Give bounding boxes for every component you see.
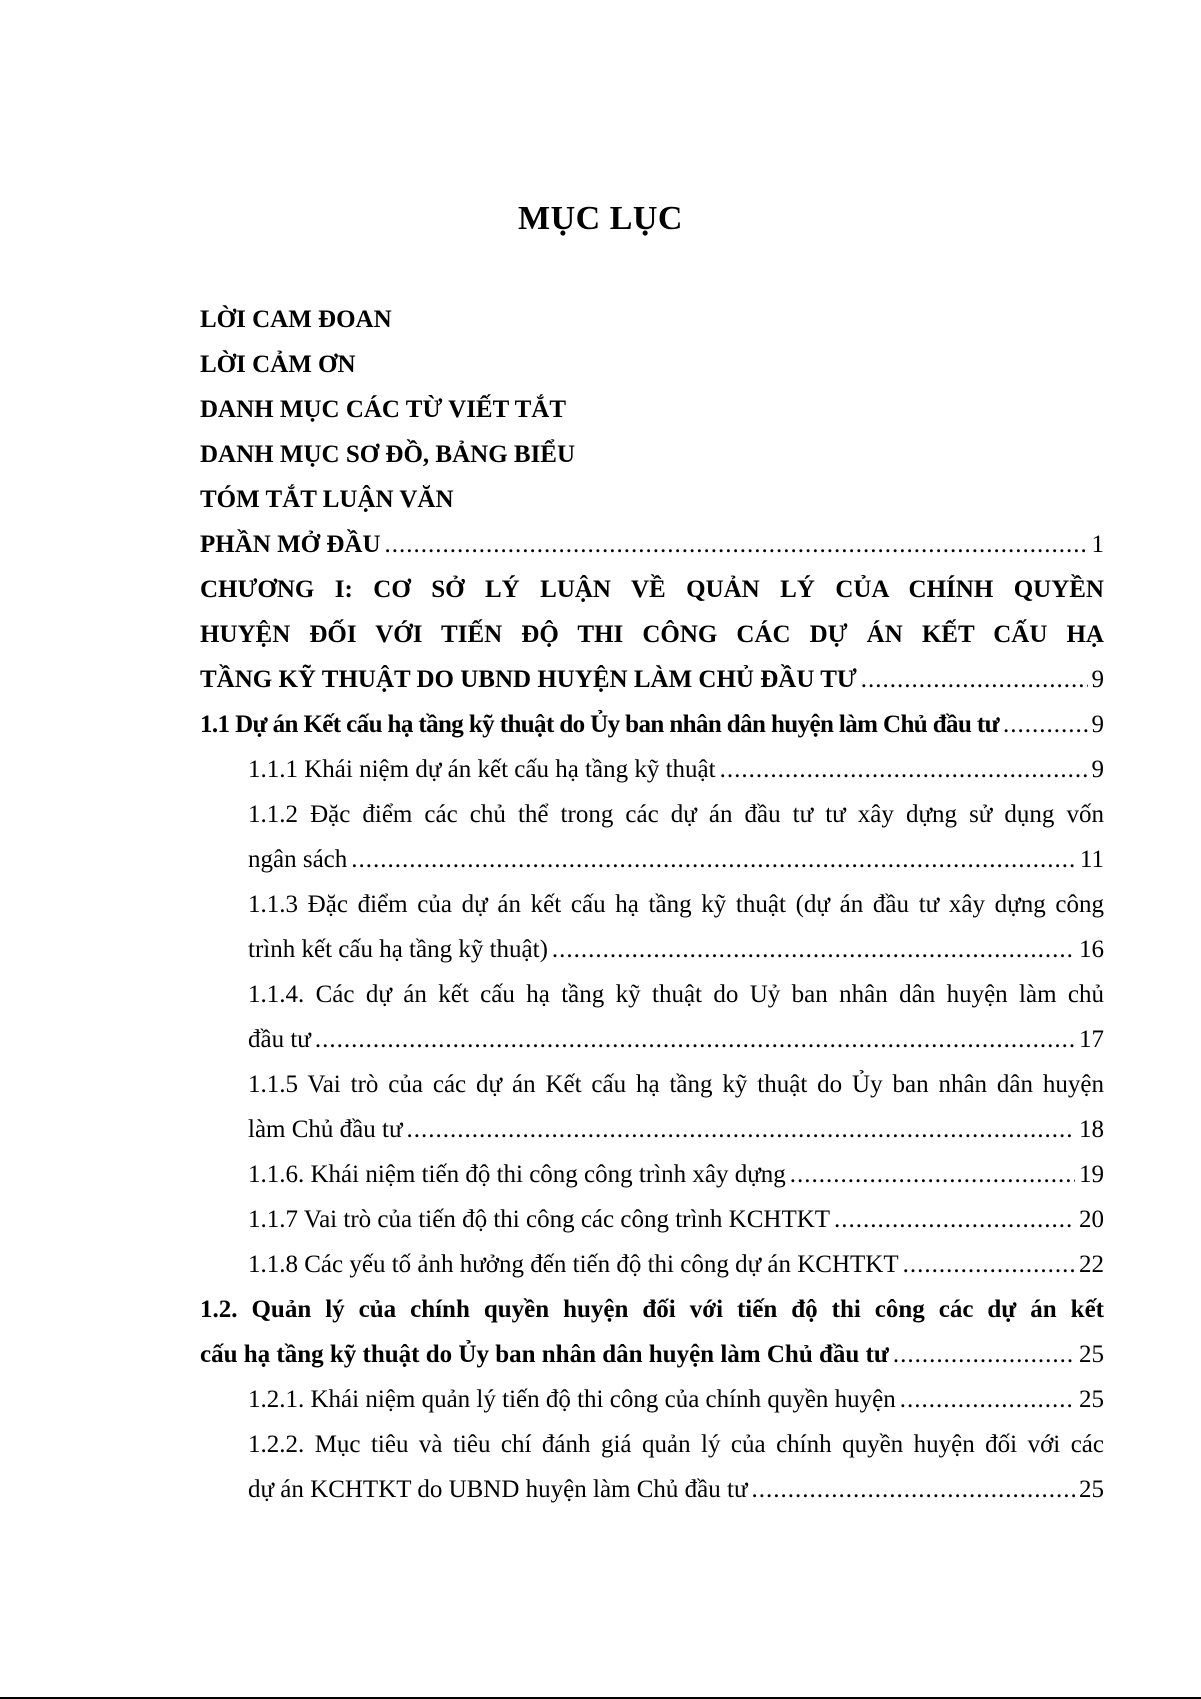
toc-entry-section-1-1-6	[200, 1152, 1104, 1197]
toc-entry-section-1-1-4-line-2	[200, 1017, 1104, 1062]
toc-entry-abbreviations: DANH MỤC CÁC TỪ VIẾT TẮT	[200, 396, 567, 423]
toc-entry-label: dự án KCHTKT do UBND huyện làm Chủ đầu tư	[248, 1476, 748, 1503]
toc-entry-label: ngân sách	[248, 846, 348, 873]
toc-entry-label: PHẦN MỞ ĐẦU	[200, 531, 381, 558]
toc-page-number: 9	[1091, 756, 1104, 783]
toc-entry-section-1-1-1	[200, 747, 1104, 792]
toc-entry-section-1-1-7	[200, 1197, 1104, 1242]
toc-page-number: 25	[1079, 1341, 1104, 1368]
toc-page-number: 17	[1079, 1026, 1104, 1053]
toc-page-number: 16	[1079, 936, 1104, 963]
toc-page-number: 20	[1079, 1206, 1104, 1233]
toc-page-number: 22	[1079, 1251, 1104, 1278]
toc-page-number: 9	[1091, 666, 1104, 693]
table-of-contents	[200, 297, 1104, 1512]
toc-entry-section-1-1-8	[200, 1242, 1104, 1287]
toc-title: MỤC LỤC	[518, 200, 683, 237]
dot-leader	[790, 1152, 1075, 1197]
toc-entry-label: TẦNG KỸ THUẬT DO UBND HUYỆN LÀM CHỦ ĐẦU TƯ	[200, 666, 857, 693]
toc-entry-loi-cam-on: LỜI CẢM ƠN	[200, 351, 356, 378]
dot-leader	[720, 747, 1088, 792]
dot-leader	[900, 1377, 1075, 1422]
toc-entry-section-1-1-5-line-2	[200, 1107, 1104, 1152]
toc-entry-label: 1.2.1. Khái niệm quản lý tiến độ thi công của chính quyền huyện	[248, 1386, 896, 1413]
toc-entry-section-1-1-3-line-1: 1.1.3 Đặc điểm của dự án kết cấu hạ tầng kỹ thuật (dự án đầu tư xây dựng công	[248, 891, 1104, 918]
dot-leader	[315, 1017, 1075, 1062]
toc-entry-label: 1.1.1 Khái niệm dự án kết cấu hạ tầng kỹ thuật	[248, 756, 716, 783]
toc-entry-label: 1.1.8 Các yếu tố ảnh hưởng đến tiến độ thi công dự án KCHTKT	[248, 1251, 899, 1278]
dot-leader	[351, 837, 1076, 882]
toc-entry-label: làm Chủ đầu tư	[248, 1116, 403, 1143]
toc-entry-label: 1.1.7 Vai trò của tiến độ thi công các công trình KCHTKT	[248, 1206, 831, 1233]
toc-entry-section-1-1-3-line-2	[200, 927, 1104, 972]
dot-leader	[1003, 702, 1087, 747]
toc-entry-section-1-1-5-line-1: 1.1.5 Vai trò của các dự án Kết cấu hạ tầng kỹ thuật do Ủy ban nhân dân huyện	[248, 1071, 1104, 1098]
dot-leader	[552, 927, 1075, 972]
dot-leader	[861, 657, 1088, 702]
toc-entry-label: 1.1 Dự án Kết cấu hạ tầng kỹ thuật do Ủy ban nhân dân huyện làm Chủ đầu tư	[200, 711, 1000, 738]
toc-entry-summary: TÓM TẮT LUẬN VĂN	[200, 486, 454, 513]
toc-entry-introduction	[200, 522, 1104, 567]
toc-entry-label: trình kết cấu hạ tầng kỹ thuật)	[248, 936, 548, 963]
toc-entry-section-1-2-line-1: 1.2. Quản lý của chính quyền huyện đối với tiến độ thi công các dự án kết	[200, 1296, 1104, 1323]
toc-entry-section-1-2-2-line-1: 1.2.2. Mục tiêu và tiêu chí đánh giá quản lý của chính quyền huyện đối với các	[248, 1431, 1104, 1458]
dot-leader	[385, 522, 1088, 567]
toc-page-number: 19	[1079, 1161, 1104, 1188]
toc-entry-section-1-2-1	[200, 1377, 1104, 1422]
toc-entry-figures-tables: DANH MỤC SƠ ĐỒ, BẢNG BIỂU	[200, 441, 576, 468]
dot-leader	[893, 1332, 1075, 1377]
toc-entry-section-1-1-4-line-1: 1.1.4. Các dự án kết cấu hạ tầng kỹ thuật do Uỷ ban nhân dân huyện làm chủ	[248, 981, 1104, 1008]
toc-page-number: 1	[1091, 531, 1104, 558]
toc-entry-label: đầu tư	[248, 1026, 311, 1053]
toc-entry-chapter-1-line-2: HUYỆN ĐỐI VỚI TIẾN ĐỘ THI CÔNG CÁC DỰ ÁN KẾT CẤU HẠ	[200, 621, 1104, 648]
toc-page-number: 9	[1091, 711, 1104, 738]
toc-entry-section-1-1	[200, 702, 1104, 747]
toc-entry-chapter-1-line-1: CHƯƠNG I: CƠ SỞ LÝ LUẬN VỀ QUẢN LÝ CỦA CHÍNH QUYỀN	[200, 576, 1104, 603]
toc-entry-section-1-2-2-line-2	[200, 1467, 1104, 1512]
toc-entry-label: cấu hạ tầng kỹ thuật do Ủy ban nhân dân huyện làm Chủ đầu tư	[200, 1341, 889, 1368]
toc-entry-loi-cam-doan: LỜI CAM ĐOAN	[200, 306, 392, 333]
dot-leader	[903, 1242, 1075, 1287]
dot-leader	[834, 1197, 1075, 1242]
toc-page-number: 11	[1079, 846, 1104, 873]
toc-entry-section-1-2-line-2	[200, 1332, 1104, 1377]
dot-leader	[407, 1107, 1075, 1152]
toc-page-number: 25	[1079, 1386, 1104, 1413]
toc-entry-section-1-1-2-line-2	[200, 837, 1104, 882]
toc-entry-section-1-1-2-line-1: 1.1.2 Đặc điểm các chủ thể trong các dự án đầu tư tư xây dựng sử dụng vốn	[248, 801, 1104, 828]
toc-page-number: 18	[1079, 1116, 1104, 1143]
toc-entry-chapter-1-line-3	[200, 657, 1104, 702]
toc-page-number: 25	[1079, 1476, 1104, 1503]
toc-entry-label: 1.1.6. Khái niệm tiến độ thi công công trình xây dựng	[248, 1161, 786, 1188]
dot-leader	[752, 1467, 1075, 1512]
